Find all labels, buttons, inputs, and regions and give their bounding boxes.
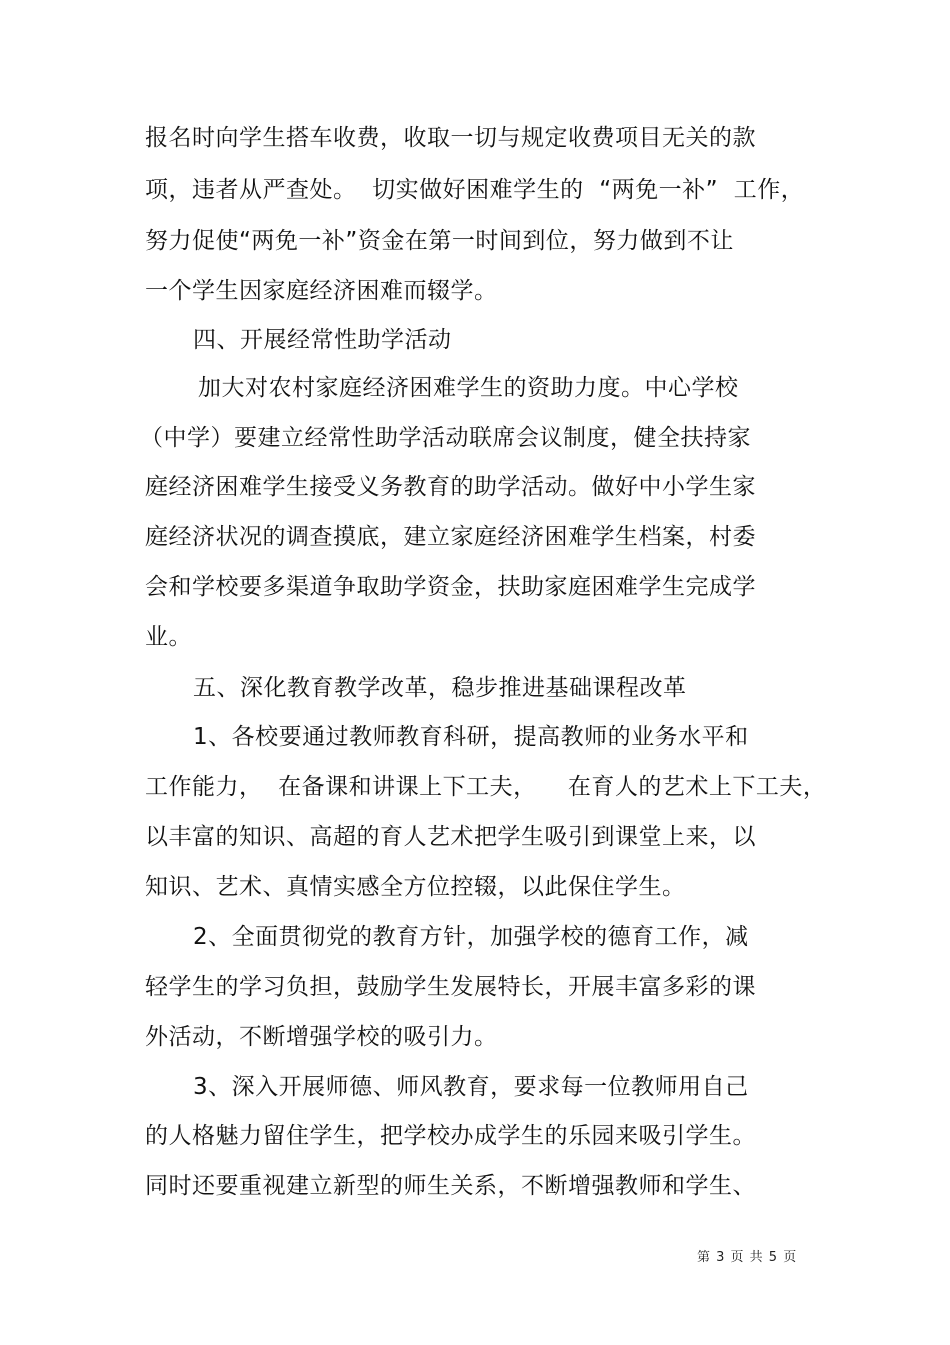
- body-line: （中学）要建立经常性助学活动联席会议制度，健全扶持家: [140, 425, 751, 451]
- body-line: 庭经济困难学生接受义务教育的助学活动。做好中小学生家: [145, 474, 756, 500]
- body-line: 的人格魅力留住学生，把学校办成学生的乐园来吸引学生。: [145, 1123, 756, 1149]
- body-line: 庭经济状况的调查摸底，建立家庭经济困难学生档案，村委: [145, 524, 756, 550]
- body-line: 项，违者从严查处。 切实做好困难学生的 “两免一补” 工作，: [145, 177, 805, 203]
- body-line: 以丰富的知识、高超的育人艺术把学生吸引到课堂上来，以: [145, 824, 756, 850]
- section-heading: 四、开展经常性助学活动: [193, 327, 452, 353]
- body-line: 会和学校要多渠道争取助学资金，扶助家庭困难学生完成学: [145, 574, 756, 600]
- body-line: 努力促使“两免一补”资金在第一时间到位，努力做到不让: [145, 228, 734, 254]
- page-number-footer: 第 3 页 共 5 页: [697, 1250, 798, 1265]
- body-line: 3、深入开展师德、师风教育，要求每一位教师用自己: [193, 1074, 749, 1100]
- body-line: 一个学生因家庭经济困难而辍学。: [145, 278, 498, 304]
- body-line: 同时还要重视建立新型的师生关系，不断增强教师和学生、: [145, 1173, 756, 1199]
- body-line: 加大对农村家庭经济困难学生的资助力度。中心学校: [198, 375, 739, 401]
- section-heading: 五、深化教育教学改革，稳步推进基础课程改革: [193, 675, 687, 701]
- body-line: 知识、艺术、真情实感全方位控辍，以此保住学生。: [145, 874, 686, 900]
- body-line: 业。: [145, 624, 192, 650]
- body-line: 2、全面贯彻党的教育方针，加强学校的德育工作，减: [193, 924, 749, 950]
- body-line: 报名时向学生搭车收费，收取一切与规定收费项目无关的款: [145, 125, 756, 151]
- body-line: 1、各校要通过教师教育科研，提高教师的业务水平和: [193, 724, 749, 750]
- body-line: 工作能力， 在备课和讲课上下工夫， 在育人的艺术上下工夫，: [145, 774, 827, 800]
- body-line: 外活动，不断增强学校的吸引力。: [145, 1024, 498, 1050]
- body-line: 轻学生的学习负担，鼓励学生发展特长，开展丰富多彩的课: [145, 974, 756, 1000]
